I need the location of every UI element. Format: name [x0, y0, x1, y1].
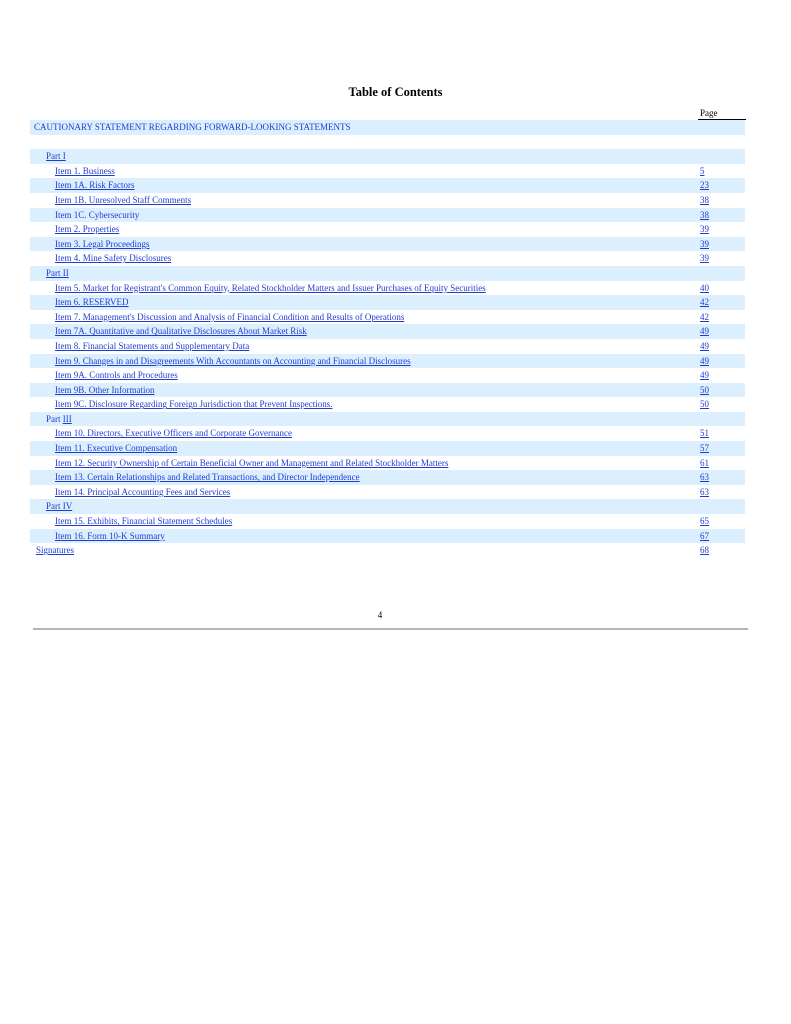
- part-iii-prefix: Part: [46, 413, 63, 424]
- page-column-header: Page: [698, 108, 746, 120]
- toc-part-heading: [30, 266, 745, 281]
- part-iii-link[interactable]: III: [62, 413, 72, 424]
- toc-row: [30, 193, 745, 208]
- toc-page-link[interactable]: 42: [700, 297, 709, 308]
- toc-item-link[interactable]: Item 12. Security Ownership of Certain Beneficial Owner and Management and Related Stockholder Matters: [55, 457, 449, 468]
- toc-item-link[interactable]: Item 6. RESERVED: [55, 297, 129, 308]
- toc-row: [30, 310, 745, 325]
- toc-part-heading: [30, 499, 745, 514]
- toc-row: [30, 251, 745, 266]
- toc-page-link[interactable]: 51: [700, 428, 709, 439]
- toc-item-link[interactable]: Item 9B. Other Information: [55, 384, 155, 395]
- toc-item-link[interactable]: Item 1A. Risk Factors: [55, 180, 135, 191]
- toc-item-link[interactable]: Item 15. Exhibits, Financial Statement Schedules: [55, 516, 233, 527]
- toc-row: [30, 368, 745, 383]
- page-divider: [33, 628, 748, 630]
- toc-item-link[interactable]: Item 3. Legal Proceedings: [55, 238, 150, 249]
- toc-page-link[interactable]: 49: [700, 340, 709, 351]
- toc-page-link[interactable]: 5: [700, 165, 705, 176]
- part-ii-link[interactable]: Part II: [46, 267, 69, 278]
- toc-item-link[interactable]: Item 10. Directors, Executive Officers and Corporate Governance: [55, 428, 292, 439]
- toc-item-link[interactable]: Item 13. Certain Relationships and Related Transactions, and Director Independence: [55, 472, 360, 483]
- toc-item-link[interactable]: Item 8. Financial Statements and Supplementary Data: [55, 340, 250, 351]
- toc-row-signatures: [30, 543, 745, 558]
- signatures-link[interactable]: Signatures: [36, 545, 74, 556]
- toc-row: [30, 208, 745, 223]
- toc-page-link[interactable]: 68: [700, 545, 709, 556]
- toc-part-heading: [30, 149, 745, 164]
- toc-page-link[interactable]: 67: [700, 530, 709, 541]
- toc-page-link[interactable]: 63: [700, 472, 709, 483]
- toc-page-link[interactable]: 49: [700, 370, 709, 381]
- table-of-contents: [30, 120, 745, 558]
- toc-row: [30, 426, 745, 441]
- toc-row-cautionary: [30, 120, 745, 135]
- toc-row: [30, 295, 745, 310]
- toc-row: [30, 281, 745, 296]
- toc-page-link[interactable]: 57: [700, 443, 709, 454]
- toc-spacer: [30, 135, 745, 150]
- toc-row: [30, 441, 745, 456]
- toc-page-link[interactable]: 63: [700, 486, 709, 497]
- toc-part-heading: [30, 412, 745, 427]
- toc-row: [30, 514, 745, 529]
- toc-row: [30, 164, 745, 179]
- toc-item-link[interactable]: Item 5. Market for Registrant's Common Equity, Related Stockholder Matters and Issuer Purchases of Equity Securities: [55, 282, 486, 293]
- toc-page-link[interactable]: 65: [700, 516, 709, 527]
- footer-page-number: 4: [377, 610, 383, 620]
- toc-page-link[interactable]: 23: [700, 180, 709, 191]
- part-iii-heading: [46, 412, 72, 427]
- toc-row: [30, 529, 745, 544]
- part-iv-link[interactable]: Part IV: [46, 501, 73, 512]
- toc-page-link[interactable]: 38: [700, 209, 709, 220]
- toc-row: [30, 237, 745, 252]
- toc-label-cautionary: CAUTIONARY STATEMENT REGARDING FORWARD-LOOKING STATEMENTS: [34, 122, 351, 132]
- toc-item-link[interactable]: Item 16. Form 10-K Summary: [55, 530, 165, 541]
- toc-item-link[interactable]: Item 7. Management's Discussion and Analysis of Financial Condition and Results of Operations: [55, 311, 405, 322]
- toc-row: [30, 470, 745, 485]
- toc-item-label: Item 1C. Cybersecurity: [55, 209, 140, 220]
- toc-page-link[interactable]: 61: [700, 457, 709, 468]
- toc-page-link[interactable]: 39: [700, 238, 709, 249]
- toc-page-link[interactable]: 49: [700, 355, 709, 366]
- toc-row: [30, 324, 745, 339]
- toc-item-link[interactable]: Item 4. Mine Safety Disclosures: [55, 253, 172, 264]
- toc-row: [30, 383, 745, 398]
- toc-item-link[interactable]: Item 14. Principal Accounting Fees and Services: [55, 486, 231, 497]
- toc-item-link[interactable]: Item 2. Properties: [55, 224, 120, 235]
- toc-page-link[interactable]: 38: [700, 194, 709, 205]
- toc-row: [30, 339, 745, 354]
- toc-page-link[interactable]: 39: [700, 224, 709, 235]
- toc-page-link[interactable]: 50: [700, 384, 709, 395]
- toc-page-link[interactable]: 49: [700, 326, 709, 337]
- toc-row: [30, 485, 745, 500]
- part-i-link[interactable]: Part I: [46, 151, 66, 162]
- toc-row: [30, 456, 745, 471]
- toc-page-link[interactable]: 50: [700, 399, 709, 410]
- toc-item-link[interactable]: Item 11. Executive Compensation: [55, 443, 178, 454]
- toc-row: [30, 222, 745, 237]
- toc-row: [30, 397, 745, 412]
- toc-item-link[interactable]: Item 1. Business: [55, 165, 115, 176]
- toc-page-link[interactable]: 39: [700, 253, 709, 264]
- page-title: Table of Contents: [348, 85, 443, 99]
- toc-item-link[interactable]: Item 9A. Controls and Procedures: [55, 370, 178, 381]
- toc-row: [30, 354, 745, 369]
- toc-page-link[interactable]: 42: [700, 311, 709, 322]
- toc-item-link[interactable]: Item 9C. Disclosure Regarding Foreign Jurisdiction that Prevent Inspections.: [55, 399, 333, 410]
- toc-page-link[interactable]: 40: [700, 282, 709, 293]
- toc-item-link[interactable]: Item 7A. Quantitative and Qualitative Disclosures About Market Risk: [55, 326, 307, 337]
- toc-row: [30, 178, 745, 193]
- toc-item-link[interactable]: Item 1B. Unresolved Staff Comments: [55, 194, 192, 205]
- toc-item-link[interactable]: Item 9. Changes in and Disagreements With Accountants on Accounting and Financial Disclosures: [55, 355, 411, 366]
